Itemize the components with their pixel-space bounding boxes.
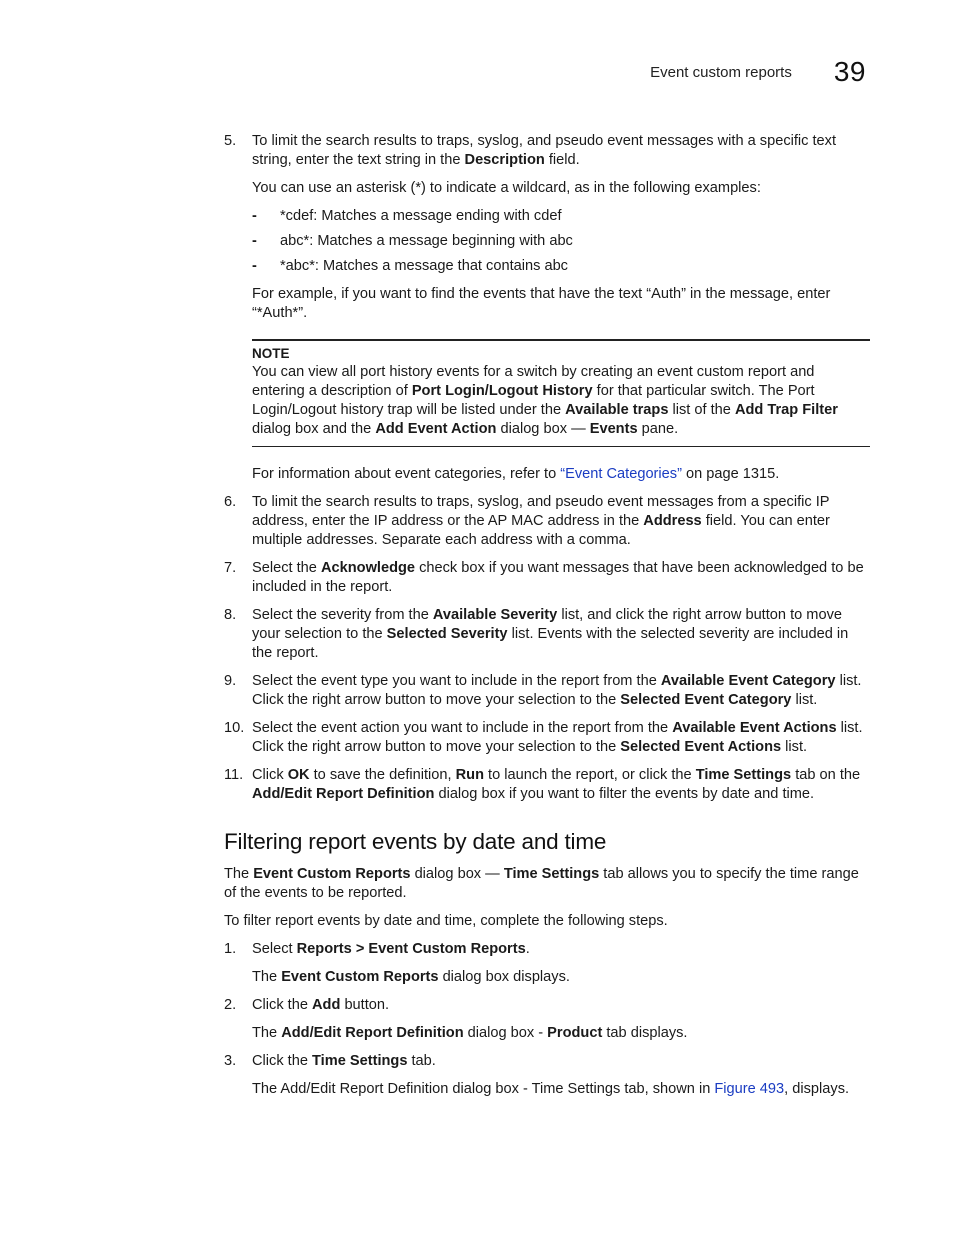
dash-bullet: -	[252, 208, 257, 224]
example-text: abc*: Matches a message beginning with abc	[280, 233, 573, 249]
step-result	[224, 1024, 870, 1043]
step-text: Select the event type you want to include in the report from the	[252, 673, 661, 689]
dash-bullet: -	[252, 258, 257, 274]
ui-term: Available Severity	[432, 607, 558, 623]
section-intro	[224, 865, 870, 903]
ui-term: Address	[643, 513, 702, 529]
wildcard-intro: You can use an asterisk (*) to indicate a wildcard, as in the following examples:	[252, 180, 761, 196]
step-5	[224, 132, 870, 170]
example-text: *cdef: Matches a message ending with cdef	[280, 208, 562, 224]
list-item	[224, 207, 870, 226]
step-text: button.	[340, 997, 390, 1013]
steps-intro: To filter report events by date and time, complete the following steps.	[224, 913, 668, 929]
example-text: *abc*: Matches a message that contains abc	[280, 258, 568, 274]
note-fragment: list of the	[668, 402, 735, 418]
step-text: field.	[544, 152, 580, 168]
ui-term: Acknowledge	[320, 560, 416, 576]
step-text: to launch the report, or click the	[483, 767, 696, 783]
ui-term: Time Settings	[312, 1053, 408, 1069]
ui-term: Time Settings	[503, 866, 600, 882]
note-heading: NOTE	[252, 346, 290, 361]
step-number: 6.	[224, 494, 237, 510]
step-text: Click the	[252, 997, 313, 1013]
step-text: list. Click the right arrow button to move your selection to the	[252, 720, 863, 755]
ui-term: Add/Edit Report Definition	[252, 786, 435, 802]
result-text: tab displays.	[602, 1025, 688, 1041]
dash-bullet: -	[252, 233, 257, 249]
page-header	[650, 56, 866, 88]
step-result	[224, 1080, 870, 1099]
note-fragment: for that particular switch. The Port Login/Logout history trap will be listed under the	[252, 383, 815, 418]
ui-term: Add Trap Filter	[734, 402, 838, 418]
example-paragraph: For example, if you want to find the events that have the text “Auth” in the message, enter “*Auth*”.	[252, 286, 831, 321]
step-text: .	[525, 941, 530, 957]
ui-term: Product	[547, 1025, 603, 1041]
step-text: dialog box if you want to filter the events by date and time.	[434, 786, 815, 802]
result-text: The	[252, 969, 282, 985]
ui-term: Selected Event Category	[620, 692, 792, 708]
section-step-1	[224, 940, 870, 959]
step-number: 8.	[224, 607, 237, 623]
ui-term: Event Custom Reports	[253, 866, 411, 882]
step-11	[224, 766, 870, 804]
ui-term: Add Event Action	[375, 421, 497, 437]
result-text: dialog box displays.	[438, 969, 570, 985]
running-header-title: Event custom reports	[650, 63, 792, 81]
step-text: to save the definition,	[309, 767, 456, 783]
chapter-number: 39	[833, 56, 866, 87]
ui-term: Available traps	[565, 402, 669, 418]
ui-term: Events	[589, 421, 638, 437]
step-text: Click	[252, 767, 288, 783]
note-fragment: You can view all port history events for a switch by creating an event custom report and entering a description of	[252, 364, 815, 399]
ui-term: Time Settings	[695, 767, 792, 783]
list-item	[224, 257, 870, 276]
ui-term: Selected Severity	[386, 626, 508, 642]
note-fragment: dialog box and the	[252, 421, 376, 437]
step-result	[224, 968, 870, 987]
ui-term: Add	[312, 997, 341, 1013]
step-number: 10.	[224, 720, 245, 736]
step-number: 2.	[224, 997, 237, 1013]
step-text: field. You can enter multiple addresses. Separate each address with a comma.	[252, 513, 830, 548]
result-text: The	[252, 1025, 282, 1041]
result-text: The Add/Edit Report Definition dialog box - Time Settings tab, shown in	[252, 1081, 715, 1097]
note-box	[252, 339, 870, 447]
step-text: To limit the search results to traps, syslog, and pseudo event messages from a specific IP address, enter the IP address or the AP MAC address in the	[252, 494, 830, 529]
step-text: tab.	[407, 1053, 436, 1069]
step-text: check box if you want messages that have been acknowledged to be included in the report.	[252, 560, 864, 595]
step-number: 5.	[224, 133, 237, 149]
ui-term: Selected Event Actions	[620, 739, 782, 755]
para-text: tab allows you to specify the time range of the events to be reported.	[224, 866, 859, 901]
ui-term: OK	[287, 767, 310, 783]
info-text: on page 1315.	[681, 466, 780, 482]
step-text: tab on the	[791, 767, 861, 783]
event-categories-link[interactable]: “Event Categories”	[560, 466, 682, 482]
ui-term: Run	[455, 767, 484, 783]
ui-term: Reports > Event Custom Reports	[296, 941, 526, 957]
step-9	[224, 672, 870, 710]
info-paragraph	[224, 465, 870, 484]
note-text	[252, 363, 870, 439]
step-number: 3.	[224, 1053, 237, 1069]
step-10	[224, 719, 870, 757]
step-text: Select the severity from the	[252, 607, 433, 623]
step-text: list.	[791, 692, 818, 708]
step-number: 7.	[224, 560, 237, 576]
result-text: , displays.	[784, 1081, 850, 1097]
step-number: 11.	[224, 767, 244, 783]
step-text: list, and click the right arrow button to move your selection to the	[252, 607, 842, 642]
step-text: Select	[252, 941, 297, 957]
ui-term: Available Event Category	[660, 673, 836, 689]
step-text: list. Click the right arrow button to move your selection to the	[252, 673, 862, 708]
result-text: dialog box -	[463, 1025, 548, 1041]
section-step-3	[224, 1052, 870, 1071]
para-text: dialog box —	[410, 866, 504, 882]
step-text: list. Events with the selected severity are included in the report.	[252, 626, 849, 661]
step-text: Select the	[252, 560, 321, 576]
step-7	[224, 559, 870, 597]
step-6	[224, 493, 870, 550]
note-fragment: pane.	[637, 421, 679, 437]
step-text: Select the event action you want to include in the report from the	[252, 720, 673, 736]
step-text: Click the	[252, 1053, 313, 1069]
info-text: For information about event categories, refer to	[252, 466, 561, 482]
step-text: list.	[781, 739, 808, 755]
figure-493-link[interactable]: Figure 493	[714, 1081, 785, 1097]
para-text: The	[224, 866, 254, 882]
note-fragment: dialog box —	[496, 421, 590, 437]
section-step-2	[224, 996, 870, 1015]
ui-term: Add/Edit Report Definition	[281, 1025, 464, 1041]
ui-term: Description	[464, 152, 545, 168]
document-body	[224, 132, 870, 1108]
step-number: 1.	[224, 941, 237, 957]
step-number: 9.	[224, 673, 237, 689]
ui-term: Port Login/Logout History	[411, 383, 593, 399]
ui-term: Available Event Actions	[672, 720, 837, 736]
section-heading: Filtering report events by date and time	[224, 829, 607, 854]
step-text: To limit the search results to traps, syslog, and pseudo event messages with a specific text string, enter the text string in the	[252, 133, 837, 168]
step-8	[224, 606, 870, 663]
ui-term: Event Custom Reports	[281, 969, 439, 985]
list-item	[224, 232, 870, 251]
